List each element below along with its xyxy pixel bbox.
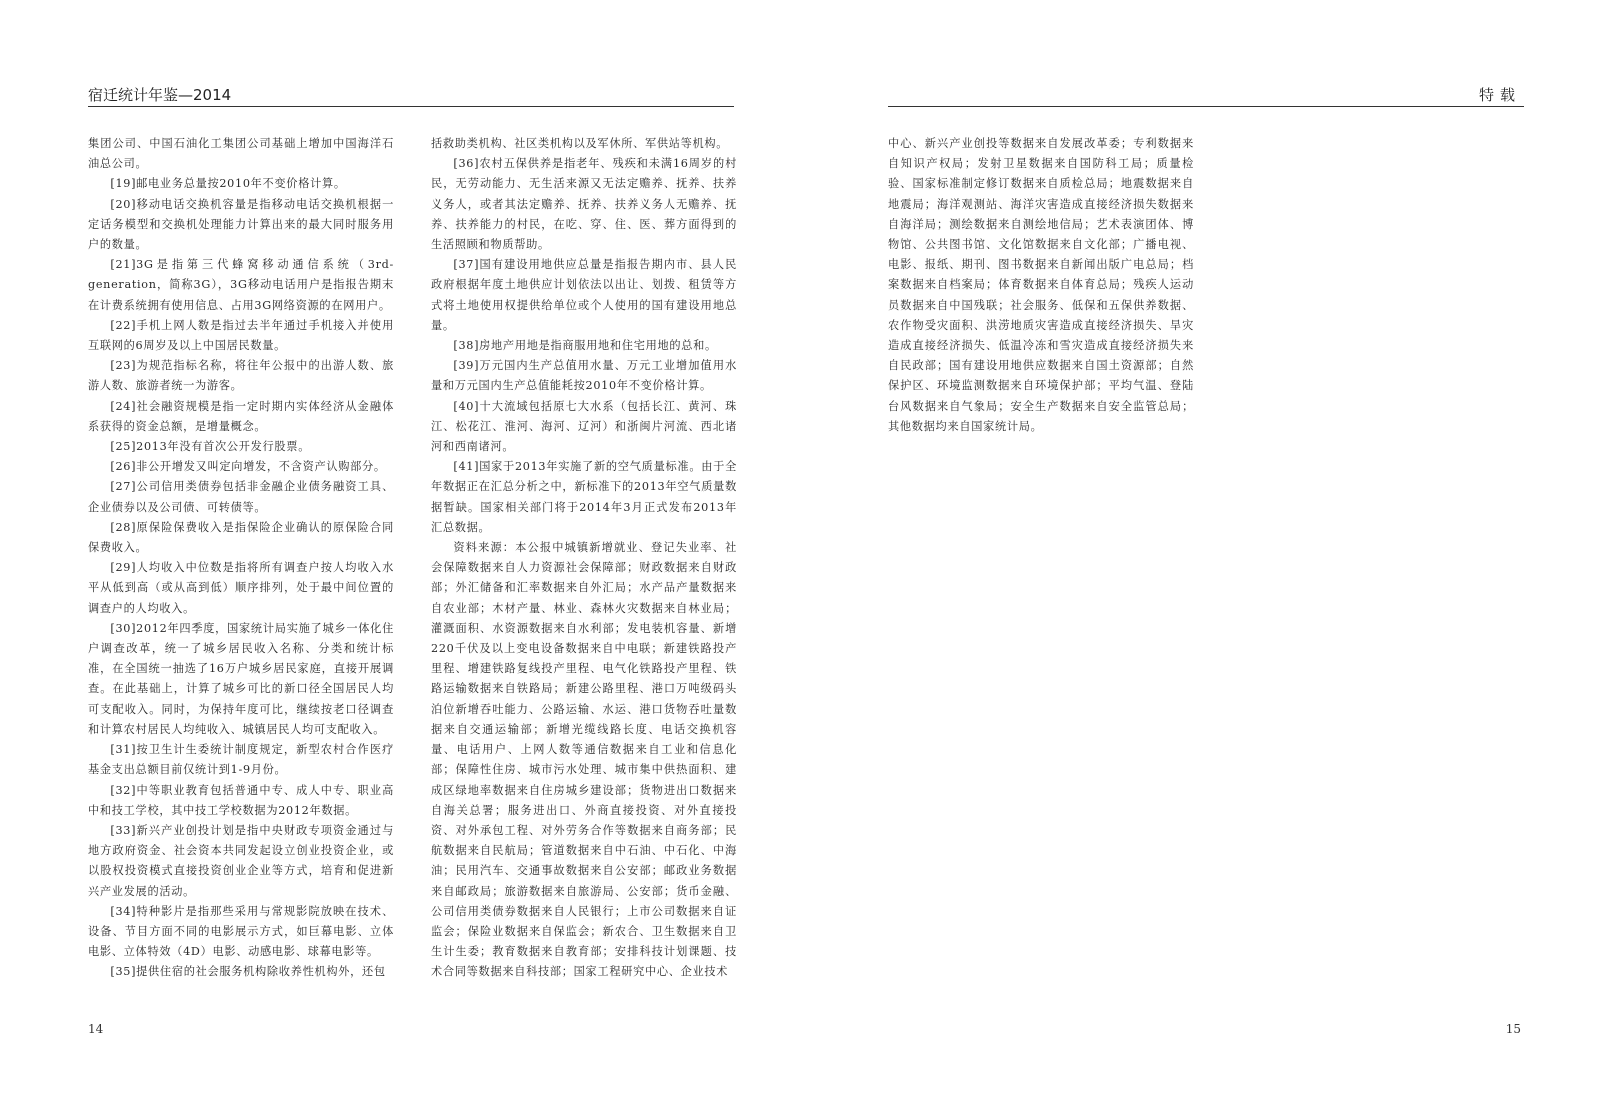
note-paragraph: [37]国有建设用地供应总量是指报告期内市、县人民政府根据年度土地供应计划依法以出让、划拨、租赁等方式将土地使用权提供给单位或个人使用的国有建设用地总量。 (431, 258, 737, 332)
note-paragraph: 中心、新兴产业创投等数据来自发展改革委；专利数据来自知识产权局；发射卫星数据来自国防科工局；质量检验、国家标准制定修订数据来自质检总局；地震数据来自地震局；海洋观测站、海洋灾害造成直接经济损失数据来自海洋局；测绘数据来自测绘地信局；艺术表演团体、博物馆、公共图书馆、文化馆数据来自文化部；广播电视、电影、报纸、期刊、图书数据来自新闻出版广电总局；档案数据来自档案局；体育数据来自体育总局；残疾人运动员数据来自中国残联；社会服务、低保和五保供养数据、农作物受灾面积、洪涝地质灾害造成直接经济损失、旱灾造成直接经济损失、低温冷冻和雪灾造成直接经济损失来自民政部；国有建设用地供应数据来自国土资源部；自然保护区、环境监测数据来自环境保护部；平均气温、登陆台风数据来自气象局；安全生产数据来自安全监管总局；其他数据均来自国家统计局。 (888, 137, 1194, 433)
running-head-section: 特载 (1478, 86, 1521, 104)
note-paragraph: [27]公司信用类债券包括非金融企业债务融资工具、企业债券以及公司债、可转债等。 (88, 480, 394, 514)
page-number: 14 (88, 1022, 104, 1036)
note-paragraph: [34]特种影片是指那些采用与常规影院放映在技术、设备、节目方面不同的电影展示方式，如巨幕电影、立体电影、立体特效（4D）电影、动感电影、球幕电影等。 (88, 904, 394, 959)
note-paragraph: [23]为规范指标名称，将往年公报中的出游人数、旅游人数、旅游者统一为游客。 (88, 359, 394, 393)
note-paragraph: [25]2013年没有首次公开发行股票。 (110, 440, 311, 454)
note-paragraph: [40]十大流域包括原七大水系（包括长江、黄河、珠江、松花江、淮河、海河、辽河）和浙闽片河流、西北诸河和西南诸河。 (431, 399, 737, 454)
text-column (431, 134, 737, 983)
note-paragraph: [22]手机上网人数是指过去半年通过手机接入并使用互联网的6周岁及以上中国居民数量。 (88, 318, 394, 353)
header-rule (88, 106, 734, 107)
note-paragraph: [39]万元国内生产总值用水量、万元工业增加值用水量和万元国内生产总值能耗按2010年不变价格计算。 (431, 359, 737, 393)
note-paragraph: [21]3G是指第三代蜂窝移动通信系统（3rd-generation，简称3G），3G移动电话用户是指报告期末在计费系统拥有使用信息、占用3G网络资源的在网用户。 (88, 258, 394, 312)
note-paragraph: [38]房地产用地是指商服用地和住宅用地的总和。 (453, 339, 717, 353)
note-paragraph: 资料来源：本公报中城镇新增就业、登记失业率、社会保障数据来自人力资源社会保障部；财政数据来自财政部；外汇储备和汇率数据来自外汇局；水产品产量数据来自农业部；木材产量、林业、森林火灾数据来自林业局；灌溉面积、水资源数据来自水利部；发电装机容量、新增220千伏及以上变电设备数据来自中电联；新建铁路投产里程、增建铁路复线投产里程、电气化铁路投产里程、铁路运输数据来自铁路局；新建公路里程、港口万吨级码头泊位新增吞吐能力、公路运输、水运、港口货物吞吐量数据来自交通运输部；新增光缆线路长度、电话交换机容量、电话用户、上网人数等通信数据来自工业和信息化部；保障性住房、城市污水处理、城市集中供热面积、建成区绿地率数据来自住房城乡建设部；货物进出口数据来自海关总署；服务进出口、外商直接投资、对外直接投资、对外承包工程、对外劳务合作等数据来自商务部；民航数据来自民航局；管道数据来自中石油、中石化、中海油；民用汽车、交通事故数据来自公安部；邮政业务数据来自邮政局；旅游数据来自旅游局、公安部；货币金融、公司信用类债券数据来自人民银行；上市公司数据来自证监会；保险业数据来自保监会；新农合、卫生数据来自卫生计生委；教育数据来自教育部；安排科技计划课题、技术合同等数据来自科技部；国家工程研究中心、企业技术 (431, 541, 737, 979)
right-page (804, 0, 1609, 1099)
note-paragraph: [41]国家于2013年实施了新的空气质量标准。由于全年数据正在汇总分析之中，新标准下的2013年空气质量数据暂缺。国家相关部门将于2014年3月正式发布2013年汇总数据。 (431, 460, 737, 534)
note-paragraph: [29]人均收入中位数是指将所有调查户按人均收入水平从低到高（或从高到低）顺序排列，处于最中间位置的调查户的人均收入。 (88, 561, 394, 615)
note-paragraph: [26]非公开增发又叫定向增发，不含资产认购部分。 (110, 460, 386, 474)
note-paragraph: 集团公司、中国石油化工集团公司基础上增加中国海洋石油总公司。 (88, 137, 394, 171)
note-paragraph: [19]邮电业务总量按2010年不变价格计算。 (110, 177, 346, 191)
running-head-title: 宿迁统计年鉴—2014 (88, 86, 232, 104)
left-page (0, 0, 804, 1099)
text-column (888, 134, 1194, 437)
note-paragraph: [31]按卫生计生委统计制度规定，新型农村合作医疗基金支出总额目前仅统计到1-9月份。 (88, 743, 394, 777)
note-paragraph: 括救助类机构、社区类机构以及军休所、军供站等机构。 (431, 137, 729, 150)
note-paragraph: [32]中等职业教育包括普通中专、成人中专、职业高中和技工学校，其中技工学校数据为2012年数据。 (88, 783, 394, 817)
note-paragraph: [36]农村五保供养是指老年、残疾和未满16周岁的村民，无劳动能力、无生活来源又无法定赡养、抚养、扶养义务人，或者其法定赡养、抚养、扶养义务人无赡养、抚养、扶养能力的村民，在吃、穿、住、医、葬方面得到的生活照顾和物质帮助。 (431, 157, 737, 252)
header-rule (888, 106, 1524, 107)
note-paragraph: [24]社会融资规模是指一定时期内实体经济从金融体系获得的资金总额，是增量概念。 (88, 399, 394, 433)
page-number: 15 (1505, 1022, 1521, 1036)
note-paragraph: [30]2012年四季度，国家统计局实施了城乡一体化住户调查改革，统一了城乡居民收入名称、分类和统计标准，在全国统一抽选了16万户城乡居民家庭，直接开展调查。在此基础上，计算了城乡可比的新口径全国居民人均可支配收入。同时，为保持年度可比，继续按老口径调查和计算农村居民人均纯收入、城镇居民人均可支配收入。 (88, 621, 394, 736)
note-paragraph: [35]提供住宿的社会服务机构除收养性机构外，还包 (110, 965, 386, 979)
note-paragraph: [33]新兴产业创投计划是指中央财政专项资金通过与地方政府资金、社会资本共同发起设立创业投资企业，或以股权投资模式直接投资创业企业等方式，培育和促进新兴产业发展的活动。 (88, 823, 394, 898)
note-paragraph: [28]原保险保费收入是指保险企业确认的原保险合同保费收入。 (88, 520, 394, 555)
note-paragraph: [20]移动电话交换机容量是指移动电话交换机根据一定话务模型和交换机处理能力计算出来的最大同时服务用户的数量。 (88, 197, 394, 252)
text-column (88, 134, 394, 983)
